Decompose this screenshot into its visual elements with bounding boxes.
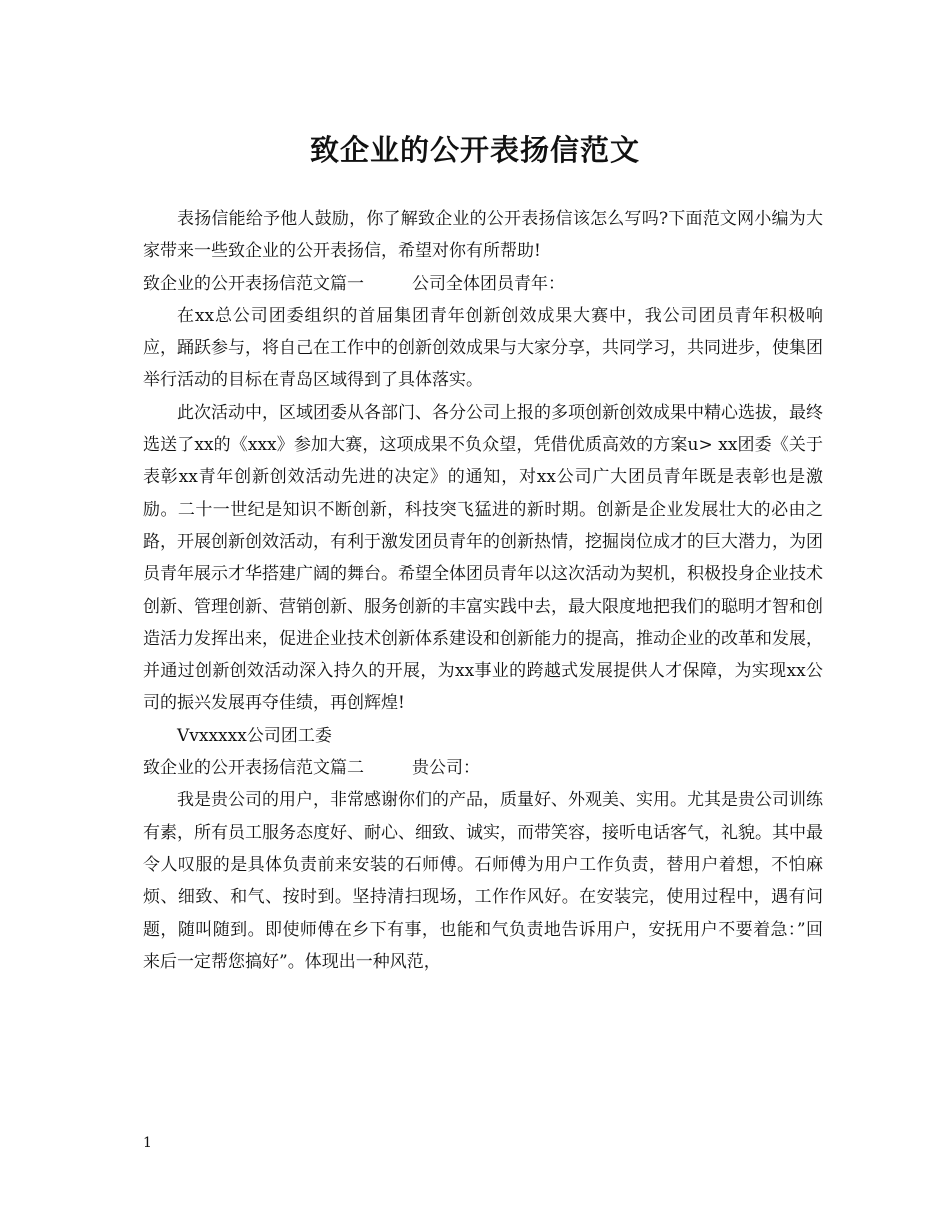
body-paragraph: 我是贵公司的用户，非常感谢你们的产品，质量好、外观美、实用。尤其是贵公司训练有素，所有员工服务态度好、耐心、细致、诚实，而带笑容，接听电话客气，礼貌。其中最令人叹服的是具体负责前来安装的石师傅。石师傅为用户工作负责，替用户着想，不怕麻烦、细致、和气、按时到。坚持清扫现场，工作作风好。在安装完，使用过程中，遇有问题，随叫随到。即使师傅在乡下有事，也能和气负责地告诉用户，安抚用户不要着急：”回来后一定帮您搞好”。体现出一种风范，: [143, 790, 823, 972]
body-paragraph: 在xx总公司团委组织的首届集团青年创新创效成果大赛中，我公司团员青年积极响应，踊跃参与，将自己在工作中的创新创效成果与大家分享，共同学习，共同进步，使集团举行活动的目标在青岛区域得到了具体落实。: [143, 305, 823, 391]
signature-line: Vvxxxxx公司团工委: [177, 725, 332, 746]
section-heading-two: [143, 752, 823, 784]
document-title: 致企业的公开表扬信范文: [309, 133, 640, 167]
section-heading-one: [143, 268, 823, 300]
intro-paragraph: 表扬信能给予他人鼓励，你了解致企业的公开表扬信该怎么写吗?下面范文网小编为大家带来一些致企业的公开表扬信，希望对你有所帮助!: [143, 209, 823, 262]
section-label: 致企业的公开表扬信范文篇一: [143, 273, 364, 294]
body-paragraph: 此次活动中，区域团委从各部门、各分公司上报的多项创新创效成果中精心选拔，最终选送了xx的《xxx》参加大赛，这项成果不负众望，凭借优质高效的方案u> xx团委《关于表彰xx青年创新创效活动先进的决定》的通知，对xx公司广大团员青年既是表彰也是激励。二十一世纪是知识不断创新，科技突飞猛进的新时期。创新是企业发展壮大的必由之路，开展创新创效活动，有利于激发团员青年的创新热情，挖掘岗位成才的巨大潜力，为团员青年展示才华搭建广阔的舞台。希望全体团员青年以这次活动为契机，积极投身企业技术创新、管理创新、营销创新、服务创新的丰富实践中去，最大限度地把我们的聪明才智和创造活力发挥出来，促进企业技术创新体系建设和创新能力的提高，推动企业的改革和发展，并通过创新创效活动深入持久的开展，为xx事业的跨越式发展提供人才保障，为实现xx公司的振兴发展再夺佳绩，再创辉煌!: [143, 402, 823, 714]
document-body: [143, 203, 823, 978]
section-addressee: 公司全体团员青年：: [412, 273, 565, 294]
section-label: 致企业的公开表扬信范文篇二: [143, 758, 364, 779]
section-addressee: 贵公司：: [412, 758, 480, 779]
page-number: 1: [143, 1135, 152, 1151]
